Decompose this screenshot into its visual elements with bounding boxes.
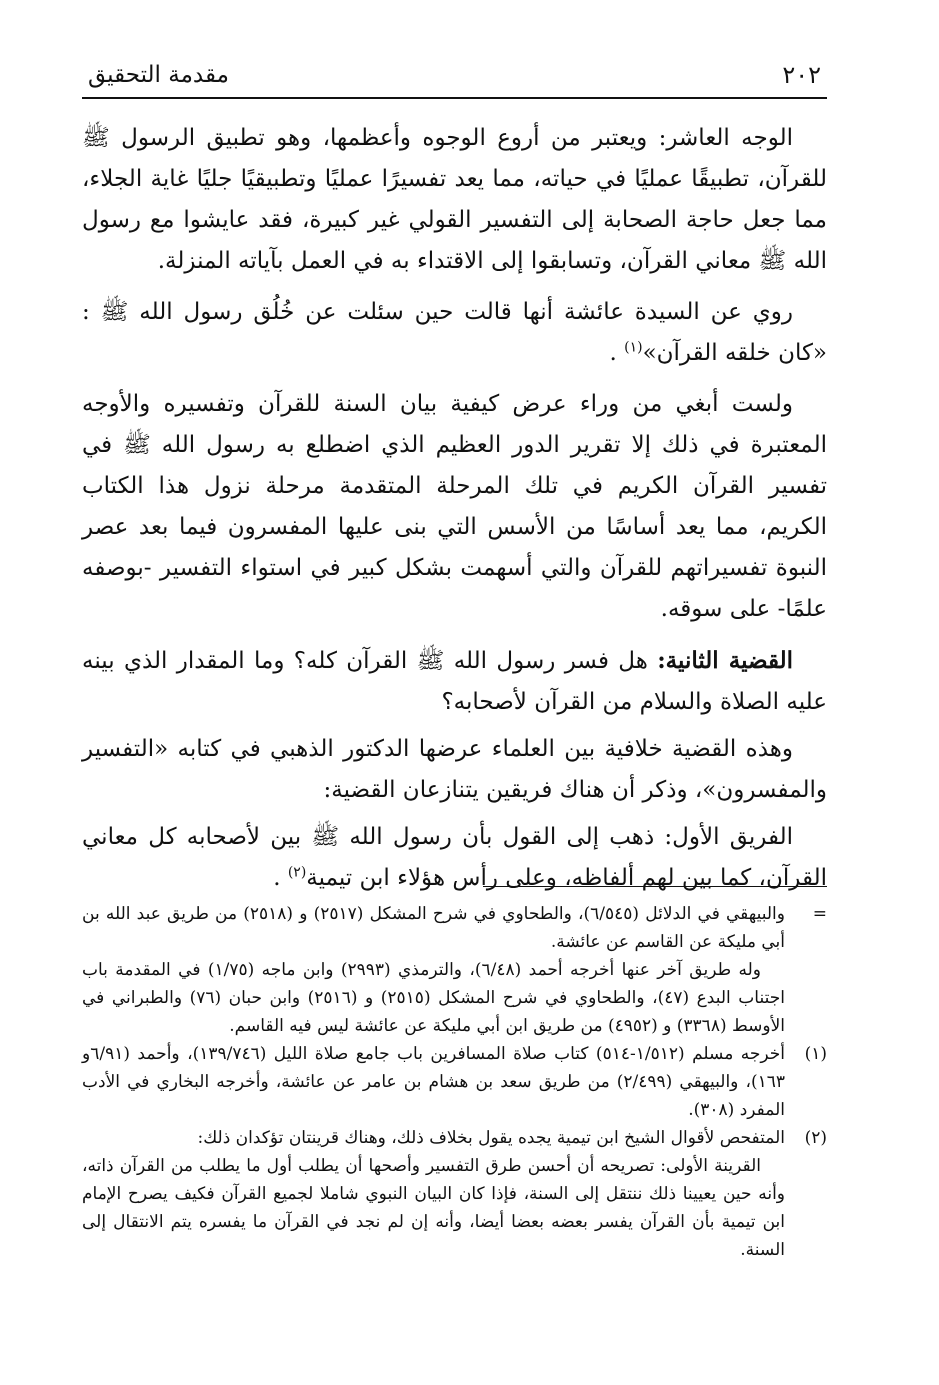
paragraph-second-issue (82, 640, 827, 723)
footnote-2 (82, 1124, 827, 1264)
sentence-period: . (273, 865, 281, 891)
footnote-line: القرينة الأولى: تصريحه أن أحسن طرق التفسير وأصحها أن يطلب أول ما يطلب من القرآن ذاته، وأنه حين يعيينا ذلك ننتقل إلى السنة، فإذا كان البيان النبوي شاملا لجميع القرآن فكيف يصرح الإمام ابن تيمية بأن القرآن يفسر بعضه بعضا أيضا، وأنه إن لم نجد في القرآن ما يفسره يتم الانتقال إلى السنة. (82, 1156, 785, 1260)
paragraph-aisha-narration (82, 292, 827, 374)
footnote-line: وله طريق آخر عنها أخرجه أحمد (٦/٤٨)، والترمذي (٢٩٩٣) وابن ماجه (١/٧٥) في المقدمة باب اجتناب البدع (٤٧)، والطحاوي في شرح المشكل (٢٥١٥) و (٢٥١٦) وابن حبان (٧٦) والطبراني في الأوسط (٣٣٦٨) و (٤٩٥٢) من طريق ابن أبي مليكة عن عائشة ليس فيه القاسم. (82, 960, 785, 1036)
paragraph-tenth-aspect (82, 118, 827, 282)
footnote-1 (82, 1040, 827, 1124)
paragraph-text: الفريق الأول: ذهب إلى القول بأن رسول الله ﷺ بين لأصحابه كل معاني القرآن، كما بين لهم ألفاظه، وعلى رأس هؤلاء ابن تيمية (82, 824, 827, 891)
paragraph-text: الوجه العاشر: ويعتبر من أروع الوجوه وأعظمها، وهو تطبيق الرسول ﷺ للقرآن، تطبيقًا عمليًا في حياته، مما يعد تفسيرًا عمليًا وتطبيقيًا جليًا غاية الجلاء، مما جعل حاجة الصحابة إلى التفسير القولي غير كبيرة، فقد عايشوا مع رسول الله ﷺ معاني القرآن، وتسابقوا إلى الاقتداء به في العمل بآياته المنزلة. (82, 125, 827, 274)
footnote-line: والبيهقي في الدلائل (٦/٥٤٥)، والطحاوي في شرح المشكل (٢٥١٧) و (٢٥١٨) من طريق عبد الله بن أبي مليكة عن القاسم عن عائشة. (82, 904, 785, 952)
footnote-ref: (٢) (287, 864, 307, 881)
footnote-marker: (٢) (804, 1128, 827, 1148)
paragraph-purpose (82, 384, 827, 630)
paragraph-text: وهذه القضية خلافية بين العلماء عرضها الدكتور الذهبي في كتابه «التفسير والمفسرون»، وذكر أن هناك فريقين يتنازعان القضية: (82, 736, 827, 803)
page-header (82, 54, 827, 94)
footnote-line: المتفحص لأقوال الشيخ ابن تيمية يجده يقول بخلاف ذلك، وهناك قرينتان تؤكدان ذلك: (197, 1128, 785, 1148)
page-number: ٢٠٢ (782, 61, 821, 89)
footnote-marker: (١) (804, 1044, 827, 1064)
main-text (82, 118, 827, 909)
paragraph-text: هل فسر رسول الله ﷺ القرآن كله؟ وما المقدار الذي بينه عليه الصلاة والسلام من القرآن لأصحابه؟ (82, 648, 827, 715)
footnote-continuation (82, 900, 827, 1040)
paragraph-text: ولست أبغي من وراء عرض كيفية بيان السنة للقرآن وتفسيره والأوجه المعتبرة في ذلك إلا تقرير الدور العظيم الذي اضطلع به رسول الله ﷺ في تفسير القرآن الكريم في تلك المرحلة المتقدمة مرحلة نزول هذا الكتاب الكريم، مما يعد أساسًا من الأسس التي بنى عليها المفسرون فيما بعد عصر النبوة تفسيراتهم للقرآن والتي أسهمت بشكل كبير في استواء التفسير -بوصفه علمًا- على سوقه. (82, 391, 827, 622)
footnote-line: أخرجه مسلم (١/٥١٢-٥١٤) كتاب صلاة المسافرين باب جامع صلاة الليل (١٣٩/٧٤٦)، وأحمد (٦/٩١و ١٦٣)، والبيهقي (٢/٤٩٩) من طريق سعد بن هشام بن عامر عن عائشة، وأخرجه البخاري في الأدب المفرد (٣٠٨). (82, 1044, 785, 1120)
footnote-separator (483, 886, 827, 887)
paragraph-text: روي عن السيدة عائشة أنها قالت حين سئلت عن خُلُق رسول الله ﷺ : «كان خلقه القرآن» (82, 299, 827, 366)
sentence-period: . (609, 340, 617, 366)
footnotes (82, 900, 827, 1264)
header-rule (82, 97, 827, 99)
footnote-marker: = (812, 904, 827, 924)
issue-label: القضية الثانية: (657, 647, 793, 674)
footnote-ref: (١) (624, 339, 643, 356)
running-title: مقدمة التحقيق (88, 62, 229, 88)
paragraph-dispute (82, 729, 827, 811)
